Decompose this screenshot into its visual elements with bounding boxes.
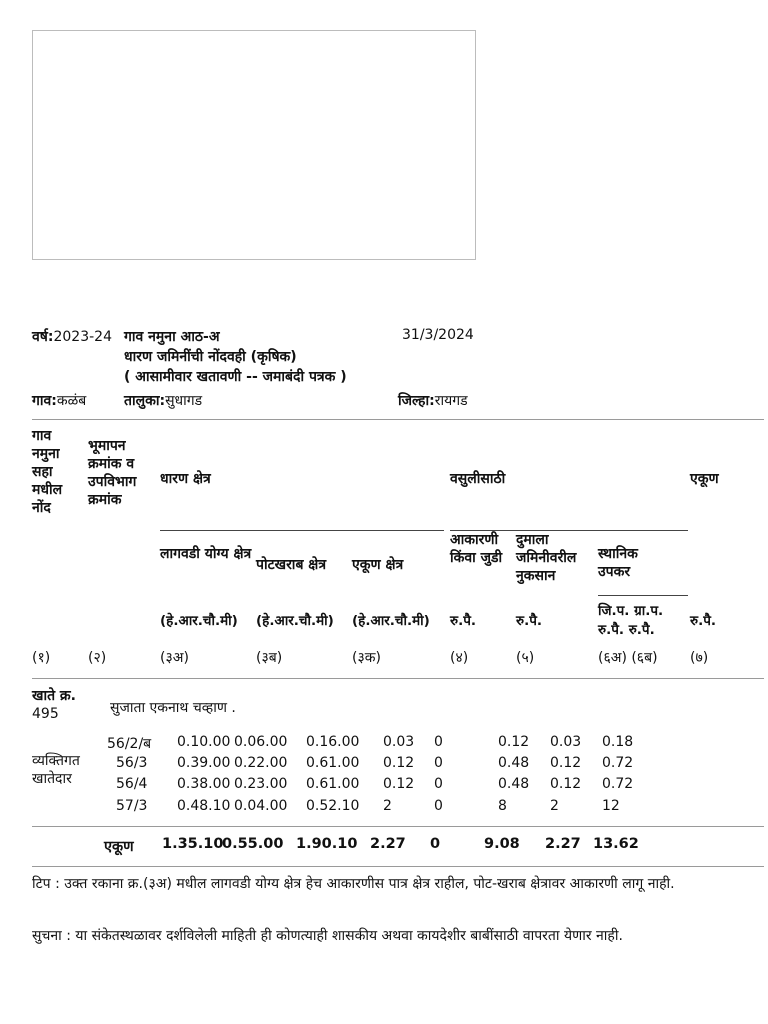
total-area: 1.90.10 bbox=[296, 836, 358, 852]
cell-zp: 0.48 bbox=[498, 755, 530, 771]
cell-assessment: 0.12 bbox=[383, 776, 415, 792]
cell-total-area: 0.61.00 bbox=[306, 776, 360, 792]
cell-cultivable: 0.10.00 bbox=[177, 734, 231, 750]
cell-survey: 56/3 bbox=[116, 755, 148, 771]
col-header-1: गाव नमुना सहा मधील नोंद bbox=[32, 428, 63, 516]
underline-holding-area bbox=[160, 530, 444, 531]
cell-zp: 8 bbox=[498, 798, 507, 814]
form-title: गाव नमुना आठ-अ bbox=[124, 329, 220, 345]
divider-header bbox=[32, 419, 764, 420]
district-field bbox=[398, 391, 468, 410]
account-number-line bbox=[32, 706, 59, 722]
col-number-2: (२) bbox=[88, 650, 107, 666]
divider-notes bbox=[32, 866, 764, 867]
totals-label: एकूण bbox=[104, 839, 134, 855]
cell-zp: 0.48 bbox=[498, 776, 530, 792]
account-number: 495 bbox=[32, 706, 59, 722]
cell-potkharab: 0.22.00 bbox=[234, 755, 288, 771]
year-label: वर्ष: bbox=[32, 329, 54, 345]
year-value: 2023-24 bbox=[53, 329, 112, 345]
unit-3b: (हे.आर.चौ.मी) bbox=[256, 613, 334, 629]
total-potkharab: 0.55.00 bbox=[222, 836, 284, 852]
district-value: रायगड bbox=[434, 393, 468, 409]
col-header-assessment: आकारणी किंवा जुडी bbox=[450, 532, 503, 566]
col-header-total: एकूण bbox=[690, 471, 719, 487]
cell-assessment: 2 bbox=[383, 798, 392, 814]
cell-total: 12 bbox=[602, 798, 620, 814]
col-number-3a: (३अ) bbox=[160, 650, 189, 666]
cell-gp: 0.12 bbox=[550, 755, 582, 771]
account-label: खाते क्र. bbox=[32, 688, 77, 704]
total-gp: 2.27 bbox=[545, 836, 581, 852]
col-header-total-area: एकूण क्षेत्र bbox=[352, 557, 404, 573]
cell-gp: 0.03 bbox=[550, 734, 582, 750]
col-number-6: (६अ) (६ब) bbox=[598, 650, 658, 666]
cell-dumala: 0 bbox=[434, 776, 443, 792]
cell-survey: 56/2/ब bbox=[107, 736, 152, 752]
cell-survey: 56/4 bbox=[116, 776, 148, 792]
col-header-2: भूमापन क्रमांक व उपविभाग क्रमांक bbox=[88, 438, 137, 508]
cell-potkharab: 0.04.00 bbox=[234, 798, 288, 814]
sub-header-zp-gp: जि.प. ग्रा.प. bbox=[598, 603, 664, 619]
unit-3a: (हे.आर.चौ.मी) bbox=[160, 613, 238, 629]
col-number-1: (१) bbox=[32, 650, 51, 666]
cell-gp: 2 bbox=[550, 798, 559, 814]
form-subtitle-1: धारण जमिनींची नोंदवही (कृषिक) bbox=[124, 349, 297, 365]
col-number-5: (५) bbox=[516, 650, 535, 666]
col-header-local-cess: स्थानिक उपकर bbox=[598, 546, 638, 580]
col-header-holding-area: धारण क्षेत्र bbox=[160, 471, 211, 487]
cell-cultivable: 0.48.10 bbox=[177, 798, 231, 814]
cell-cultivable: 0.39.00 bbox=[177, 755, 231, 771]
cell-total: 0.72 bbox=[602, 755, 634, 771]
cell-potkharab: 0.23.00 bbox=[234, 776, 288, 792]
col-header-potkharab: पोटखराब क्षेत्र bbox=[256, 557, 327, 573]
cell-zp: 0.12 bbox=[498, 734, 530, 750]
underline-local-cess bbox=[598, 595, 688, 596]
taluka-value: सुधागड bbox=[165, 393, 203, 409]
col-number-3c: (३क) bbox=[352, 650, 381, 666]
cell-gp: 0.12 bbox=[550, 776, 582, 792]
cell-dumala: 0 bbox=[434, 734, 443, 750]
cell-survey: 57/3 bbox=[116, 798, 148, 814]
total-cultivable: 1.35.10 bbox=[162, 836, 224, 852]
total-zp: 9.08 bbox=[484, 836, 520, 852]
village-value: कळंब bbox=[56, 393, 87, 409]
col-number-3b: (३ब) bbox=[256, 650, 283, 666]
total-assessment: 2.27 bbox=[370, 836, 406, 852]
unit-5: रु.पै. bbox=[516, 613, 542, 629]
unit-3c: (हे.आर.चौ.मी) bbox=[352, 613, 430, 629]
col-number-4: (४) bbox=[450, 650, 469, 666]
form-subtitle-2: ( आसामीवार खतावणी -- जमाबंदी पत्रक ) bbox=[124, 369, 347, 385]
cell-total-area: 0.61.00 bbox=[306, 755, 360, 771]
col-header-dumala: दुमाला जमिनीवरील नुकसान bbox=[516, 532, 577, 584]
cell-potkharab: 0.06.00 bbox=[234, 734, 288, 750]
cell-total: 0.72 bbox=[602, 776, 634, 792]
total-dumala: 0 bbox=[430, 836, 441, 852]
divider-columns bbox=[32, 678, 764, 679]
divider-totals bbox=[32, 826, 764, 827]
cell-dumala: 0 bbox=[434, 755, 443, 771]
village-field bbox=[32, 391, 86, 410]
cell-assessment: 0.03 bbox=[383, 734, 415, 750]
cell-cultivable: 0.38.00 bbox=[177, 776, 231, 792]
note-notice: सुचना : या संकेतस्थळावर दर्शविलेली माहिती ही कोणत्याही शासकीय अथवा कायदेशीर बाबींसाठी वापरता येणार नाही. bbox=[32, 928, 623, 944]
note-tip: टिप : उक्त रकाना क्र.(३अ) मधील लागवडी योग्य क्षेत्र हेच आकारणीस पात्र क्षेत्र राहील, पोट-खराब क्षेत्रावर आकारणी लागू नाही. bbox=[32, 876, 675, 892]
district-label: जिल्हा: bbox=[398, 393, 435, 409]
col-number-7: (७) bbox=[690, 650, 709, 666]
unit-4: रु.पै. bbox=[450, 613, 476, 629]
account-holder-name: सुजाता एकनाथ चव्हाण . bbox=[110, 700, 236, 716]
village-label: गाव: bbox=[32, 393, 57, 409]
col-header-recovery: वसुलीसाठी bbox=[450, 471, 506, 487]
cell-assessment: 0.12 bbox=[383, 755, 415, 771]
cell-total-area: 0.16.00 bbox=[306, 734, 360, 750]
report-date: 31/3/2024 bbox=[402, 327, 474, 343]
unit-7: रु.पै. bbox=[690, 613, 716, 629]
col-header-cultivable: लागवडी योग्य क्षेत्र bbox=[160, 546, 252, 562]
total-grand: 13.62 bbox=[593, 836, 639, 852]
taluka-label: तालुका: bbox=[124, 393, 166, 409]
account-holder-type: व्यक्तिगत खातेदार bbox=[32, 753, 80, 787]
taluka-field bbox=[124, 391, 202, 410]
cell-dumala: 0 bbox=[434, 798, 443, 814]
image-placeholder bbox=[32, 30, 476, 260]
cell-total: 0.18 bbox=[602, 734, 634, 750]
year-field bbox=[32, 327, 112, 346]
cell-total-area: 0.52.10 bbox=[306, 798, 360, 814]
unit-6: रु.पै. रु.पै. bbox=[598, 622, 655, 638]
